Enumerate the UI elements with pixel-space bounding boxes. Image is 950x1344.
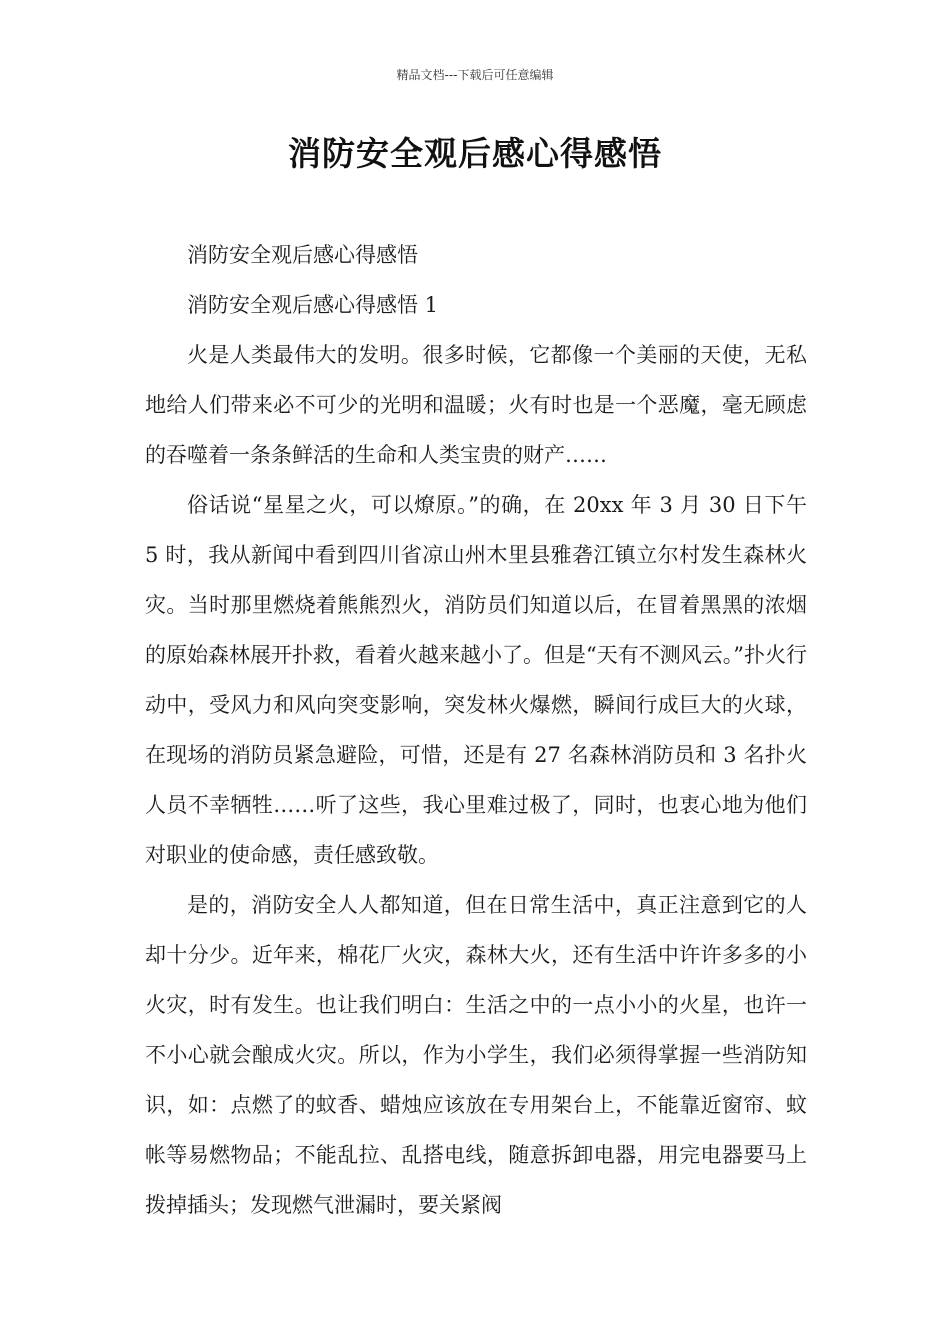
header-note: 精品文档---下载后可任意编辑	[396, 68, 554, 82]
paragraph: 消防安全观后感心得感悟 1	[187, 293, 439, 317]
paragraph: 俗话说“星星之火，可以燎原。”的确，在 20xx 年 3 月 30 日下午 5 时，我从新闻中看到四川省凉山州木里县雅砻江镇立尔村发生森林火灾。当时那里燃烧着熊熊烈火，消防员们知道以后，在冒着黑黑的浓烟的原始森林展开扑救，看着火越来越小了。但是“天有不测风云。”扑火行动中，受风力和风向突变影响，突发林火爆燃，瞬间行成巨大的火球，在现场的消防员紧急避险，可惜，还是有 27 名森林消防员和 3 名扑火人员不幸牺牲……听了这些，我心里难过极了，同时，也衷心地为他们对职业的使命感，责任感致敬。	[145, 493, 807, 867]
paragraph: 火是人类最伟大的发明。很多时候，它都像一个美丽的天使，无私地给人们带来必不可少的光明和温暖；火有时也是一个恶魔，毫无顾虑的吞噬着一条条鲜活的生命和人类宝贵的财产……	[145, 343, 807, 467]
paragraph: 消防安全观后感心得感悟	[187, 243, 418, 267]
document-body	[145, 230, 807, 1230]
paragraph: 是的，消防安全人人都知道，但在日常生活中，真正注意到它的人却十分少。近年来，棉花厂火灾，森林大火，还有生活中许许多多的小火灾，时有发生。也让我们明白：生活之中的一点小小的火星，也许一不小心就会酿成火灾。所以，作为小学生，我们必须得掌握一些消防知识，如：点燃了的蚊香、蜡烛应该放在专用架台上，不能靠近窗帘、蚊帐等易燃物品；不能乱拉、乱搭电线，随意拆卸电器，用完电器要马上拨掉插头；发现燃气泄漏时，要关紧阀	[145, 893, 807, 1217]
page-title: 消防安全观后感心得感悟	[288, 134, 662, 173]
